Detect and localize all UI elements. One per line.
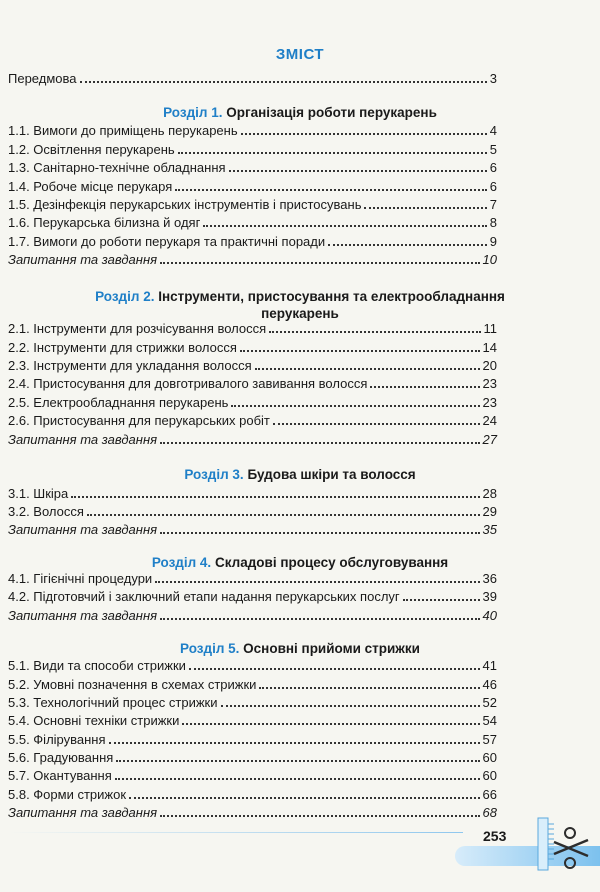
dot-leader xyxy=(273,423,480,425)
toc-entry xyxy=(8,140,497,158)
scissors-comb-icon xyxy=(530,816,592,876)
entry-page: 5 xyxy=(489,142,497,157)
entry-label: 5.3. Технологічний процес стрижки xyxy=(8,695,218,710)
toc-entry xyxy=(8,158,497,176)
entry-page: 6 xyxy=(489,160,497,175)
toc-entry xyxy=(8,213,497,231)
entry-page: 11 xyxy=(483,321,497,336)
entry-page: 23 xyxy=(482,395,497,410)
entry-label: 1.6. Перукарська білизна й одяг xyxy=(8,215,201,230)
dot-leader xyxy=(160,532,479,534)
toc-entry xyxy=(8,693,497,711)
toc-entry xyxy=(8,569,497,587)
entry-page: 60 xyxy=(482,768,497,783)
toc-entry xyxy=(8,338,497,356)
entry-page: 10 xyxy=(482,252,497,267)
entry-label: 5.4. Основні техніки стрижки xyxy=(8,713,180,728)
entry-page: 41 xyxy=(482,658,497,673)
dot-leader xyxy=(160,815,479,817)
entry-page: 28 xyxy=(482,486,497,501)
section-heading-4: Розділ 4. Складові процесу обслуговування xyxy=(151,555,449,570)
dot-leader xyxy=(178,152,487,154)
dot-leader xyxy=(229,170,487,172)
dot-leader xyxy=(175,189,486,191)
dot-leader xyxy=(259,687,479,689)
dot-leader xyxy=(203,225,486,227)
toc-entry xyxy=(8,319,497,337)
entry-label: 1.7. Вимоги до роботи перукаря та практичні поради xyxy=(8,234,326,249)
dot-leader xyxy=(231,405,479,407)
dot-leader xyxy=(115,778,480,780)
entry-page: 35 xyxy=(482,522,497,537)
entry-page: 68 xyxy=(482,805,497,820)
entry-page: 66 xyxy=(482,787,497,802)
dot-leader xyxy=(403,599,480,601)
entry-label: Запитання та завдання xyxy=(8,432,158,447)
toc-entry-questions xyxy=(8,803,497,821)
toc-entry xyxy=(8,656,497,674)
toc-entry xyxy=(8,730,497,748)
entry-page: 14 xyxy=(482,340,497,355)
dot-leader xyxy=(109,742,480,744)
dot-leader xyxy=(160,262,479,264)
entry-label: 4.1. Гігієнічні процедури xyxy=(8,571,153,586)
dot-leader xyxy=(370,386,479,388)
dot-leader xyxy=(189,668,480,670)
footer-rule xyxy=(8,832,463,833)
toc-entry-questions xyxy=(8,430,497,448)
toc-entry xyxy=(8,356,497,374)
toc-entry xyxy=(8,502,497,520)
entry-label: Запитання та завдання xyxy=(8,608,158,623)
dot-leader xyxy=(87,514,480,516)
toc-entry-questions xyxy=(8,520,497,538)
entry-page: 23 xyxy=(482,376,497,391)
entry-page: 54 xyxy=(482,713,497,728)
entry-label: 5.6. Градуювання xyxy=(8,750,114,765)
entry-page: 3 xyxy=(489,71,497,86)
toc-entry xyxy=(8,484,497,502)
entry-page: 24 xyxy=(482,413,497,428)
dot-leader xyxy=(160,618,479,620)
entry-label: 5.2. Умовні позначення в схемах стрижки xyxy=(8,677,257,692)
toc-entry xyxy=(8,195,497,213)
entry-label: 2.4. Пристосування для довготривалого завивання волосся xyxy=(8,376,368,391)
dot-leader xyxy=(241,133,487,135)
entry-label: 1.2. Освітлення перукарень xyxy=(8,142,175,157)
entry-label: 2.1. Інструменти для розчісування волосся xyxy=(8,321,267,336)
dot-leader xyxy=(71,496,479,498)
toc-entry xyxy=(8,587,497,605)
entry-page: 57 xyxy=(482,732,497,747)
entry-label: 5.1. Види та способи стрижки xyxy=(8,658,186,673)
dot-leader xyxy=(129,797,480,799)
toc-entry xyxy=(8,393,497,411)
entry-label: 5.8. Форми стрижок xyxy=(8,787,127,802)
entry-label: 1.3. Санітарно-технічне обладнання xyxy=(8,160,226,175)
toc-entry xyxy=(8,785,497,803)
entry-label: 2.2. Інструменти для стрижки волосся xyxy=(8,340,237,355)
entry-label: 4.2. Підготовчий і заключний етапи надання перукарських послуг xyxy=(8,589,400,604)
entry-label: 2.6. Пристосування для перукарських робіт xyxy=(8,413,270,428)
toc-title: ЗМІСТ xyxy=(275,46,325,63)
dot-leader xyxy=(240,350,480,352)
dot-leader xyxy=(328,244,487,246)
entry-page: 9 xyxy=(489,234,497,249)
entry-label: 1.1. Вимоги до приміщень перукарень xyxy=(8,123,238,138)
page-number: 253 xyxy=(483,828,507,844)
dot-leader xyxy=(255,368,480,370)
section-heading-5: Розділ 5. Основні прийоми стрижки xyxy=(180,641,420,656)
entry-page: 29 xyxy=(482,504,497,519)
entry-label: Запитання та завдання xyxy=(8,522,158,537)
dot-leader xyxy=(269,331,480,333)
section-heading-3: Розділ 3. Будова шкіри та волосся xyxy=(184,467,416,482)
toc-entry xyxy=(8,121,497,139)
entry-page: 52 xyxy=(482,695,497,710)
entry-page: 6 xyxy=(489,179,497,194)
entry-label: Запитання та завдання xyxy=(8,805,158,820)
dot-leader xyxy=(116,760,479,762)
dot-leader xyxy=(155,581,479,583)
toc-entry-questions xyxy=(8,250,497,268)
toc-entry-questions xyxy=(8,606,497,624)
entry-label: Передмова xyxy=(8,71,77,86)
entry-page: 7 xyxy=(489,197,497,212)
dot-leader xyxy=(221,705,480,707)
entry-page: 20 xyxy=(482,358,497,373)
entry-label: 1.4. Робоче місце перукаря xyxy=(8,179,173,194)
entry-page: 4 xyxy=(489,123,497,138)
entry-label: 1.5. Дезінфекція перукарських інструментів і пристосувань xyxy=(8,197,362,212)
dot-leader xyxy=(80,81,487,83)
entry-label: 5.5. Філірування xyxy=(8,732,106,747)
entry-page: 40 xyxy=(482,608,497,623)
toc-entry xyxy=(8,766,497,784)
entry-label: 3.2. Волосся xyxy=(8,504,84,519)
entry-label: 2.3. Інструменти для укладання волосся xyxy=(8,358,252,373)
toc-entry xyxy=(8,748,497,766)
entry-label: Запитання та завдання xyxy=(8,252,158,267)
toc-entry xyxy=(8,177,497,195)
entry-page: 36 xyxy=(482,571,497,586)
dot-leader xyxy=(364,207,486,209)
section-heading-1: Розділ 1. Організація роботи перукарень xyxy=(163,105,437,120)
toc-entry xyxy=(8,374,497,392)
entry-page: 8 xyxy=(489,215,497,230)
entry-page: 46 xyxy=(482,677,497,692)
entry-label: 2.5. Електрообладнання перукарень xyxy=(8,395,229,410)
entry-label: 3.1. Шкіра xyxy=(8,486,69,501)
toc-entry xyxy=(8,675,497,693)
dot-leader xyxy=(182,723,479,725)
toc-entry-preface xyxy=(8,69,497,87)
toc-entry xyxy=(8,711,497,729)
dot-leader xyxy=(160,442,479,444)
section-heading-2: Розділ 2. Інструменти, пристосування та електрообладнання перукарень xyxy=(95,289,505,321)
entry-page: 27 xyxy=(482,432,497,447)
entry-label: 5.7. Окантування xyxy=(8,768,112,783)
entry-page: 39 xyxy=(482,589,497,604)
entry-page: 60 xyxy=(482,750,497,765)
toc-entry xyxy=(8,232,497,250)
toc-entry xyxy=(8,411,497,429)
